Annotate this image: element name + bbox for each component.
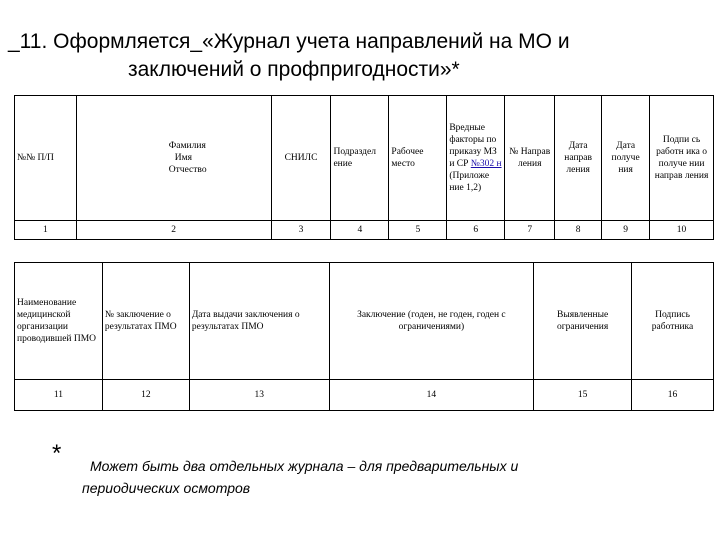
col-workplace: Рабочее место — [389, 96, 447, 221]
title-line-2: заключений о профпригодности»* — [128, 58, 460, 81]
title-line-1: _11. Оформляется_«Журнал учета направлений на МО и — [8, 30, 570, 53]
table2-number-row — [15, 380, 714, 411]
col-index: 8 — [555, 221, 602, 240]
col-harmful-factors — [447, 96, 505, 221]
col-index: 12 — [102, 380, 189, 411]
col-index: 1 — [15, 221, 77, 240]
col-fio-patronymic: Отчество — [168, 165, 207, 175]
col-index: 2 — [76, 221, 271, 240]
col-snils: СНИЛС — [271, 96, 331, 221]
col-harmful-factors-appendix: (Приложе ние 1,2) — [449, 171, 490, 193]
journal-table-part-2 — [14, 262, 714, 411]
col-conclusion-number: № заключение о результатах ПМО — [102, 263, 189, 380]
footnote-line-1: Может быть два отдельных журнала – для предварительных и — [90, 458, 519, 474]
col-employee-signature-2: Подпись работника — [632, 263, 714, 380]
table1-header-row — [15, 96, 714, 221]
col-medical-organization: Наименование медицинской организации проводившей ПМО — [15, 263, 103, 380]
col-index: 5 — [389, 221, 447, 240]
col-referral-date: Дата направ ления — [555, 96, 602, 221]
col-index: 9 — [602, 221, 650, 240]
col-index: 14 — [329, 380, 534, 411]
footnote-line-2: периодических осмотров — [82, 480, 251, 496]
col-employee-signature: Подпи сь работн ика о получе нии направ ления — [650, 96, 714, 221]
col-identified-restrictions: Выявленные ограничения — [534, 263, 632, 380]
table2-header-row — [15, 263, 714, 380]
footnote — [82, 455, 682, 499]
col-conclusion: Заключение (годен, не годен, годен с ограничениями) — [329, 263, 534, 380]
col-receipt-date: Дата получе ния — [602, 96, 650, 221]
col-index: 10 — [650, 221, 714, 240]
journal-table-part-1 — [14, 95, 714, 240]
col-fio — [76, 96, 271, 221]
col-index: 11 — [15, 380, 103, 411]
order-302n-link[interactable]: №302 н — [470, 159, 502, 169]
col-conclusion-date: Дата выдачи заключения о результатах ПМО — [189, 263, 329, 380]
table1-number-row — [15, 221, 714, 240]
col-index: 3 — [271, 221, 331, 240]
col-index: 7 — [505, 221, 555, 240]
col-fio-name: Имя — [174, 153, 193, 163]
col-number: №№ П/П — [15, 96, 77, 221]
footnote-asterisk: * — [52, 440, 62, 467]
col-index: 15 — [534, 380, 632, 411]
col-index: 13 — [189, 380, 329, 411]
col-index: 16 — [632, 380, 714, 411]
col-fio-surname: Фамилия — [168, 141, 206, 151]
col-harmful-factors-text: Вредные факторы по приказу МЗ и СР — [449, 123, 497, 169]
col-index: 6 — [447, 221, 505, 240]
col-referral-number: № Направ ления — [505, 96, 555, 221]
col-index: 4 — [331, 221, 389, 240]
col-subdivision: Подраздел ение — [331, 96, 389, 221]
